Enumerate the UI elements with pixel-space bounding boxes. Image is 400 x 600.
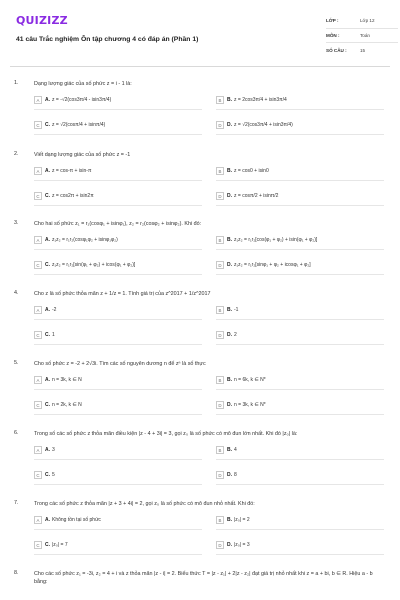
option-letter-box[interactable]: B (216, 96, 224, 104)
info-key: LỚP : (326, 18, 339, 24)
option-divider (216, 554, 384, 555)
answer-option-b[interactable] (216, 304, 238, 316)
option-divider (34, 529, 202, 530)
answer-option-c[interactable] (34, 119, 105, 131)
info-value: 15 (360, 47, 366, 53)
answer-option-b[interactable] (216, 514, 250, 526)
question-number: 3. (14, 220, 19, 226)
answer-option-a[interactable] (34, 304, 56, 316)
option-text: 1 (52, 332, 55, 338)
option-label: C. (45, 193, 50, 199)
option-text: 4 (234, 447, 237, 453)
option-text: z₁z₂ = r₁r₂[sinφ₁ + φ₂ + icosφ₁ + φ₂] (234, 262, 311, 268)
option-letter-box[interactable]: A (34, 167, 42, 175)
option-text: 3 (52, 447, 55, 453)
option-label: D. (227, 542, 232, 548)
question-text: Cho các số phức z₁ = -3i, z₂ = 4 + i và z thỏa mãn |z - i| = 2. Biểu thức T = |z - z₁| + 2|z - z₂| đạt giá trị nhỏ nhất khi z = a + bi, b ∈ R. Hiệu a - b bằng: (34, 571, 373, 585)
option-label: B. (227, 517, 232, 523)
option-text: -1 (234, 307, 239, 313)
question-number: 7. (14, 500, 19, 506)
option-divider (216, 274, 384, 275)
option-text: z = √2(cosπ/4 + isinπ/4) (52, 122, 106, 128)
option-divider (34, 249, 202, 250)
answer-option-d[interactable] (216, 259, 311, 271)
option-letter-box[interactable]: B (216, 376, 224, 384)
option-letter-box[interactable]: B (216, 446, 224, 454)
answer-option-c[interactable] (34, 399, 82, 411)
option-label: D. (227, 332, 232, 338)
option-letter-box[interactable]: B (216, 167, 224, 175)
option-letter-box[interactable]: A (34, 306, 42, 314)
option-label: B. (227, 237, 232, 243)
answer-option-b[interactable] (216, 374, 266, 386)
option-text: 2 (234, 332, 237, 338)
option-divider (34, 134, 202, 135)
page-title: 41 câu Trắc nghiệm Ôn tập chương 4 có đáp án (Phần 1) (16, 36, 199, 43)
option-letter-box[interactable]: B (216, 236, 224, 244)
info-key: SỐ CÂU : (326, 47, 347, 53)
answer-option-a[interactable] (34, 165, 91, 177)
question-number: 6. (14, 430, 19, 436)
option-label: A. (45, 517, 50, 523)
option-label: B. (227, 377, 232, 383)
option-divider (34, 180, 202, 181)
answer-option-d[interactable] (216, 539, 250, 551)
option-divider (34, 389, 202, 390)
option-letter-box[interactable]: C (34, 192, 42, 200)
option-label: A. (45, 168, 50, 174)
option-text: z₁z₂ = r₁r₂(cosφ₁φ₂ + isinφ₁φ₂) (52, 237, 118, 243)
option-text: z = cos0 + isin0 (234, 168, 269, 174)
option-divider (34, 414, 202, 415)
option-divider (216, 205, 384, 206)
question-text: Dạng lượng giác của số phức z = i - 1 là: (34, 81, 132, 87)
option-letter-box[interactable]: C (34, 401, 42, 409)
answer-option-d[interactable] (216, 399, 266, 411)
option-label: A. (45, 377, 50, 383)
option-label: A. (45, 307, 50, 313)
option-label: C. (45, 472, 50, 478)
option-label: A. (45, 237, 50, 243)
option-letter-box[interactable]: A (34, 236, 42, 244)
option-letter-box[interactable]: D (216, 401, 224, 409)
answer-option-c[interactable] (34, 329, 55, 341)
option-letter-box[interactable]: A (34, 516, 42, 524)
question-number: 4. (14, 290, 19, 296)
option-label: B. (227, 307, 232, 313)
option-letter-box[interactable]: D (216, 192, 224, 200)
option-letter-box[interactable]: C (34, 471, 42, 479)
option-text: 8 (234, 472, 237, 478)
option-letter-box[interactable]: D (216, 471, 224, 479)
option-label: D. (227, 122, 232, 128)
option-text: z = cosπ/2 + isinπ/2 (234, 193, 279, 199)
option-text: z = cos-π + isin-π (52, 168, 92, 174)
answer-option-c[interactable] (34, 259, 135, 271)
option-divider (216, 109, 384, 110)
question-number: 8. (14, 570, 19, 576)
option-divider (34, 319, 202, 320)
option-label: B. (227, 447, 232, 453)
option-text: |z₀| = 2 (234, 517, 250, 523)
option-text: z = -√2(cos3π/4 - isin3π/4) (52, 97, 112, 103)
answer-option-a[interactable] (34, 94, 111, 106)
option-divider (216, 319, 384, 320)
option-text: z = cos2π + isin2π (52, 193, 94, 199)
option-text: |z₀| = 3 (234, 542, 250, 548)
option-label: C. (45, 402, 50, 408)
answer-option-d[interactable] (216, 329, 237, 341)
option-divider (216, 459, 384, 460)
option-text: z = 2cos3π/4 + isin3π/4 (234, 97, 287, 103)
option-divider (216, 389, 384, 390)
option-label: D. (227, 262, 232, 268)
option-label: D. (227, 193, 232, 199)
option-label: D. (227, 402, 232, 408)
option-text: n = 6k, k ∈ N* (234, 377, 266, 383)
quizizz-logo: QUIZIZZ (16, 14, 68, 27)
option-label: A. (45, 447, 50, 453)
answer-option-c[interactable] (34, 469, 55, 481)
option-divider (216, 529, 384, 530)
option-divider (34, 554, 202, 555)
answer-option-a[interactable] (34, 234, 118, 246)
option-letter-box[interactable]: C (34, 121, 42, 129)
option-text: -2 (52, 307, 57, 313)
answer-option-b[interactable] (216, 444, 237, 456)
option-label: C. (45, 332, 50, 338)
info-row-count (326, 43, 398, 58)
answer-option-a[interactable] (34, 374, 82, 386)
option-letter-box[interactable]: D (216, 121, 224, 129)
answer-option-b[interactable] (216, 94, 287, 106)
answer-option-c[interactable] (34, 539, 68, 551)
info-row-class (326, 14, 398, 29)
option-divider (216, 134, 384, 135)
question-text: Trong các số phức z thỏa mãn |z + 3 + 4i| = 2, gọi z₀ là số phức có mô đun nhỏ nhất. Khi đó: (34, 501, 255, 507)
option-divider (34, 205, 202, 206)
option-label: C. (45, 542, 50, 548)
option-letter-box[interactable]: D (216, 261, 224, 269)
answer-option-d[interactable] (216, 119, 293, 131)
option-label: C. (45, 122, 50, 128)
option-letter-box[interactable]: A (34, 96, 42, 104)
option-divider (34, 459, 202, 460)
option-letter-box[interactable]: A (34, 376, 42, 384)
question-text: Cho z là số phức thỏa mãn z + 1/z = 1. Tính giá trị của z^2017 + 1/z^2017 (34, 291, 211, 297)
info-key: MÔN : (326, 32, 340, 38)
info-value: Lớp 12 (360, 18, 375, 24)
option-divider (34, 344, 202, 345)
option-text: 5 (52, 472, 55, 478)
info-panel (326, 14, 398, 58)
answer-option-a[interactable] (34, 444, 55, 456)
option-letter-box[interactable]: D (216, 331, 224, 339)
option-label: D. (227, 472, 232, 478)
answer-option-b[interactable] (216, 165, 269, 177)
question-number: 2. (14, 151, 19, 157)
option-divider (216, 414, 384, 415)
option-text: n = 3k, k ∈ N* (234, 402, 266, 408)
option-divider (34, 109, 202, 110)
option-label: C. (45, 262, 50, 268)
option-text: |z₀| = 7 (52, 542, 68, 548)
option-text: z₁z₂ = r₁r₂[cos(φ₁ + φ₂) + isin(φ₁ + φ₂)] (234, 237, 318, 243)
option-divider (216, 484, 384, 485)
answer-option-a[interactable] (34, 514, 101, 526)
option-divider (34, 274, 202, 275)
info-row-subject (326, 29, 398, 44)
option-divider (216, 249, 384, 250)
answer-option-d[interactable] (216, 469, 237, 481)
option-divider (34, 484, 202, 485)
answer-option-d[interactable] (216, 190, 278, 202)
option-letter-box[interactable]: B (216, 306, 224, 314)
answer-option-b[interactable] (216, 234, 317, 246)
option-text: z₁z₂ = r₁r₂[sin(φ₁ + φ₂) + icos(φ₁ + φ₂)] (52, 262, 136, 268)
question-number: 1. (14, 80, 19, 86)
answer-option-c[interactable] (34, 190, 94, 202)
option-letter-box[interactable]: C (34, 261, 42, 269)
option-divider (216, 344, 384, 345)
question-text: Cho số phức z = -2 + 2√3i. Tìm các số nguyên dương n để zⁿ là số thực (34, 361, 206, 367)
option-text: z = √2(cos3π/4 + isin3π/4) (234, 122, 293, 128)
option-letter-box[interactable]: D (216, 541, 224, 549)
option-text: n = 2k, k ∈ N (52, 402, 82, 408)
option-divider (216, 180, 384, 181)
question-text: Trong số các số phức z thỏa mãn điều kiện |z - 4 + 3i| = 3, gọi z₀ là số phức có mô đun lớn nhất. Khi đó |z₀| là: (34, 431, 298, 437)
option-label: A. (45, 97, 50, 103)
question-text: Viết dạng lượng giác của số phức z = -1 (34, 152, 131, 158)
document-header (10, 8, 390, 68)
option-text: n = 3k, k ∈ N (52, 377, 82, 383)
header-divider (10, 66, 390, 67)
option-letter-box[interactable]: C (34, 541, 42, 549)
option-letter-box[interactable]: C (34, 331, 42, 339)
option-letter-box[interactable]: A (34, 446, 42, 454)
question-text: Cho hai số phức z₁ = r₁(cosφ₁ + isinφ₁), z₂ = r₂(cosφ₂ + isinφ₂). Khi đó: (34, 221, 202, 227)
option-text: Không tồn tại số phức (52, 517, 101, 523)
option-letter-box[interactable]: B (216, 516, 224, 524)
question-number: 5. (14, 360, 19, 366)
option-label: B. (227, 168, 232, 174)
option-label: B. (227, 97, 232, 103)
info-value: Toán (360, 32, 370, 38)
